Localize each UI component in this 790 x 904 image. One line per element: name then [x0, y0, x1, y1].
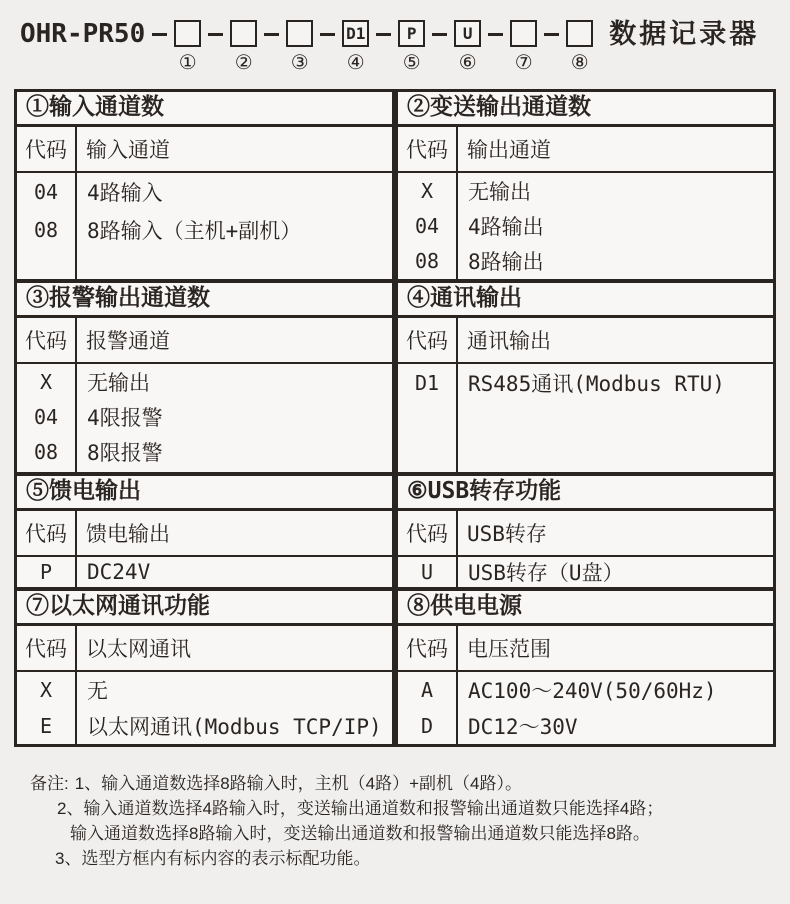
column-header-code: 代码 [17, 127, 77, 173]
table-row-desc: 4路输出 [468, 214, 544, 239]
section-grid [17, 626, 392, 744]
dash-separator [152, 33, 167, 36]
table-row-desc: 8限报警 [87, 440, 163, 465]
remark-line-2: 2、输入通道数选择4路输入时，变送输出通道数和报警输出通道数只能选择4路； [57, 799, 664, 818]
table-row-code: D1 [398, 364, 458, 402]
section-grid [398, 511, 773, 587]
filler-cell [458, 278, 773, 279]
model-code-segment-3 [286, 20, 313, 73]
code-box-4 [342, 20, 369, 47]
position-number-5: ⑤ [402, 52, 421, 74]
dash-separator [376, 33, 391, 36]
section-power-supply [398, 591, 773, 744]
dash-separator [544, 33, 559, 36]
section-grid [398, 318, 773, 472]
product-name: 数据记录器 [609, 19, 760, 49]
section-title: ⑧供电电源 [398, 591, 773, 626]
filler-cell [398, 402, 458, 472]
column-header-code: 代码 [398, 318, 458, 364]
filler-cell [77, 469, 392, 472]
table-row-desc: 8路输出 [468, 249, 544, 274]
position-number-6: ⑥ [458, 52, 477, 74]
section-title: ⑤馈电输出 [17, 476, 392, 511]
section-grid [398, 127, 773, 279]
section-title: ①输入通道数 [17, 92, 392, 127]
column-header-code: 代码 [17, 626, 77, 672]
section-grid [17, 511, 392, 587]
table-row-code: A [398, 672, 458, 708]
table-row-desc: 以太网通讯(Modbus TCP/IP) [87, 715, 382, 739]
column-header-desc: 输入通道 [77, 127, 392, 173]
column-header-code: 代码 [398, 127, 458, 173]
column-header-desc: 报警通道 [77, 318, 392, 364]
column-header-desc: 以太网通讯 [77, 626, 392, 672]
position-number-3: ③ [290, 52, 309, 74]
table-row-desc: DC12～30V [468, 715, 578, 739]
remarks-label: 备注: [30, 774, 69, 793]
code-box-2 [230, 20, 257, 47]
code-box-8 [566, 20, 593, 47]
section-input-channels [17, 92, 392, 279]
section-title: ③报警输出通道数 [17, 283, 392, 318]
model-code-segment-1 [174, 20, 201, 73]
section-title: ④通讯输出 [398, 283, 773, 318]
dash-separator [264, 33, 279, 36]
table-row-desc: AC100～240V(50/60Hz) [468, 679, 717, 703]
table-row-desc: 4路输入 [87, 181, 163, 205]
filler-cell [17, 469, 77, 472]
table-row-desc: 无输出 [468, 179, 531, 204]
table-row-desc: 无输出 [87, 370, 150, 395]
column-header-desc: 电压范围 [458, 626, 773, 672]
code-box-value: U [462, 24, 473, 43]
table-row-code: D [398, 708, 458, 744]
section-title: ⑦以太网通讯功能 [17, 591, 392, 626]
table-row-code: 04 [17, 173, 77, 211]
table-row-code: X [17, 364, 77, 399]
filler-cell [77, 249, 392, 279]
code-box-7 [510, 20, 537, 47]
filler-cell [458, 402, 773, 472]
column-header-desc: 通讯输出 [458, 318, 773, 364]
remark-line-1 [30, 771, 790, 796]
model-code-line [0, 0, 790, 73]
position-number-2: ② [234, 52, 253, 74]
selection-table [14, 89, 776, 747]
model-code-segment-2 [230, 20, 257, 73]
code-box-6 [454, 20, 481, 47]
code-box-3 [286, 20, 313, 47]
remark-line-4: 3、选型方框内有标内容的表示标配功能。 [55, 849, 371, 868]
table-row-code: X [398, 173, 458, 208]
dash-separator [432, 33, 447, 36]
table-row-code: E [17, 708, 77, 744]
section-grid [17, 127, 392, 279]
column-header-code: 代码 [17, 318, 77, 364]
remark-text: 1、输入通道数选择8路输入时，主机（4路）+副机（4路）。 [74, 774, 522, 793]
table-row-desc: RS485通讯(Modbus RTU) [468, 372, 725, 396]
code-box-1 [174, 20, 201, 47]
remarks-block [30, 771, 790, 871]
section-title: ②变送输出通道数 [398, 92, 773, 127]
section-alarm-output-channels [17, 283, 392, 472]
section-feed-power-output [17, 476, 392, 587]
model-code-segment-6 [454, 20, 481, 73]
filler-cell [398, 278, 458, 279]
table-row-code: P [17, 557, 77, 587]
code-box-value: D1 [346, 24, 366, 43]
position-number-1: ① [178, 52, 197, 74]
section-communication-output [398, 283, 773, 472]
model-prefix: OHR-PR50 [20, 19, 146, 49]
model-code-segment-7 [510, 20, 537, 73]
filler-cell [17, 249, 77, 279]
table-row-code: 04 [398, 208, 458, 243]
section-grid [398, 626, 773, 744]
table-row-code: 04 [17, 399, 77, 434]
section-title: ⑥USB转存功能 [398, 476, 773, 511]
table-row-code: 08 [17, 434, 77, 469]
section-transmit-output-channels [398, 92, 773, 279]
table-row-desc: DC24V [87, 560, 151, 584]
model-code-segment-5 [398, 20, 425, 73]
column-header-desc: 输出通道 [458, 127, 773, 173]
table-row-code: X [17, 672, 77, 708]
section-grid [17, 318, 392, 472]
table-row-desc: 4限报警 [87, 405, 163, 430]
section-ethernet-communication [17, 591, 392, 744]
table-row-desc: USB转存（U盘） [468, 561, 624, 585]
dash-separator [320, 33, 335, 36]
table-row-code: U [398, 557, 458, 587]
position-number-8: ⑧ [570, 52, 589, 74]
column-header-desc: USB转存 [458, 511, 773, 557]
table-row-desc: 8路输入（主机+副机） [87, 219, 302, 243]
model-code-segment-4 [342, 20, 369, 73]
code-box-5 [398, 20, 425, 47]
model-code-segment-8 [566, 20, 593, 73]
table-row-code: 08 [398, 243, 458, 278]
position-number-7: ⑦ [514, 52, 533, 74]
column-header-code: 代码 [398, 626, 458, 672]
remark-line-3: 输入通道数选择8路输入时，变送输出通道数和报警输出通道数只能选择8路。 [70, 824, 650, 843]
column-header-code: 代码 [398, 511, 458, 557]
table-row-code: 08 [17, 211, 77, 249]
code-box-value: P [406, 24, 417, 43]
dash-separator [488, 33, 503, 36]
column-header-desc: 馈电输出 [77, 511, 392, 557]
column-header-code: 代码 [17, 511, 77, 557]
dash-separator [208, 33, 223, 36]
section-usb-transfer [398, 476, 773, 587]
table-row-desc: 无 [87, 679, 108, 703]
position-number-4: ④ [346, 52, 365, 74]
